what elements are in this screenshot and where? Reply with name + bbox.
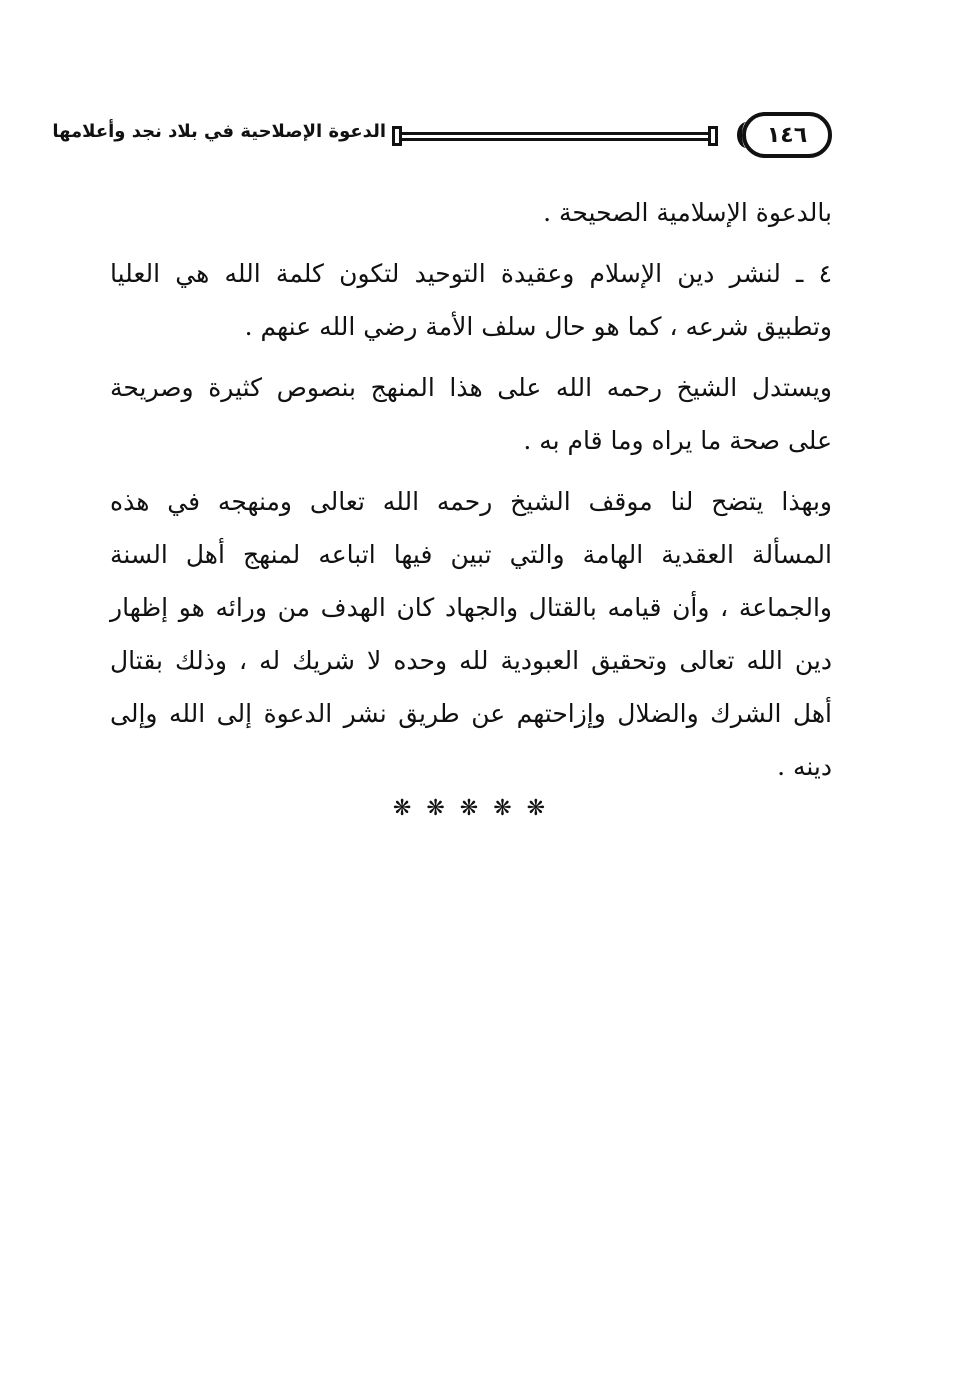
text-line: أهل الشرك والضلال وإزاحتهم عن طريق نشر الدعوة إلى الله وإلى xyxy=(110,699,832,728)
text-line: على صحة ما يراه وما قام به . xyxy=(523,426,832,455)
paragraph xyxy=(110,247,832,353)
text-line: والجماعة ، وأن قيامه بالقتال والجهاد كان الهدف من ورائه هو إظهار xyxy=(110,593,832,622)
text-line: وتطبيق شرعه ، كما هو حال سلف الأمة رضي الله عنهم . xyxy=(244,312,832,341)
running-title: الدعوة الإصلاحية في بلاد نجد وأعلامها xyxy=(52,121,386,142)
section-separator: ❋ ❋ ❋ ❋ ❋ xyxy=(392,796,550,821)
text-line: ٤ ـ لنشر دين الإسلام وعقيدة التوحيد لتكون كلمة الله هي العليا xyxy=(110,259,832,288)
text-line: دينه . xyxy=(777,752,832,781)
text-line: المسألة العقدية الهامة والتي تبين فيها اتباعه لمنهج أهل السنة xyxy=(110,540,832,569)
text-line: ويستدل الشيخ رحمه الله على هذا المنهج بنصوص كثيرة وصريحة xyxy=(110,373,832,402)
paragraph xyxy=(110,361,832,467)
rule-cap-right xyxy=(708,126,718,146)
paragraph xyxy=(110,475,832,793)
body-text xyxy=(110,186,832,793)
text-line: دين الله تعالى وتحقيق العبودية لله وحده لا شريك له ، وذلك بقتال xyxy=(110,646,832,675)
paragraph xyxy=(110,186,832,239)
page-number: ١٤٦ xyxy=(742,112,832,158)
text-line: بالدعوة الإسلامية الصحيحة . xyxy=(543,198,832,227)
page-header xyxy=(52,112,832,160)
header-rule xyxy=(400,132,708,141)
text-line: وبهذا يتضح لنا موقف الشيخ رحمه الله تعالى ومنهجه في هذه xyxy=(110,487,832,516)
rule-cap-left xyxy=(392,126,402,146)
